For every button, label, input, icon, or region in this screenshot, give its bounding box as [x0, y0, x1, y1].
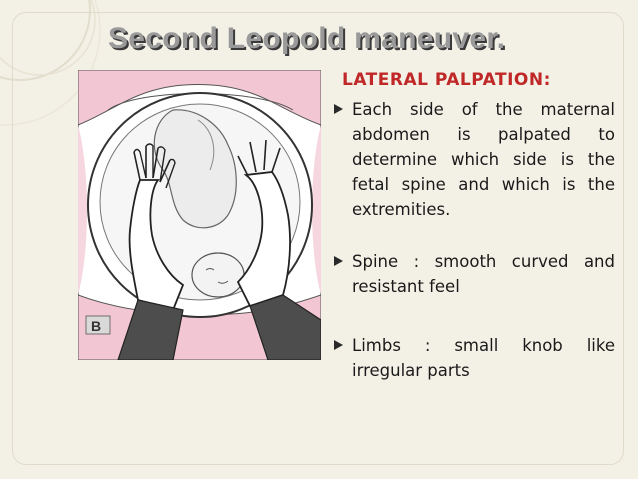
bullet-item [326, 97, 615, 222]
bullet-item [326, 333, 615, 383]
bullet-text: Limbs : small knob like irregular parts [352, 336, 615, 380]
bullet-text: Spine : smooth curved and resistant feel [352, 252, 615, 296]
bullet-arrow-icon [334, 104, 343, 114]
leopold-maneuver-illustration [78, 70, 321, 360]
bullet-item [326, 249, 615, 299]
bullet-arrow-icon [334, 256, 343, 266]
slide-title: Second Leopold maneuver. [108, 22, 506, 55]
figure-label: B [91, 318, 102, 334]
bullet-text: Each side of the maternal abdomen is palpated to determine which side is the fetal spine and which is the extremities. [352, 100, 615, 219]
section-subheading: LATERAL PALPATION: [342, 70, 551, 90]
bullet-arrow-icon [334, 340, 343, 350]
bullet-list [326, 97, 615, 383]
